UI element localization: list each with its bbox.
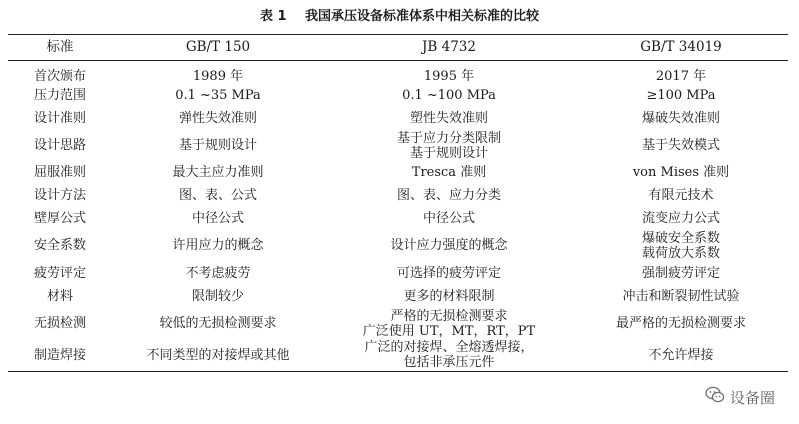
table-cell: 中径公式 bbox=[191, 211, 244, 227]
table-cell: 流变应力公式 bbox=[641, 211, 720, 227]
table-row bbox=[8, 308, 788, 340]
table-cell: 图、表、应力分类 bbox=[396, 188, 501, 204]
table-cell: 限制较少 bbox=[191, 288, 244, 304]
row-label: 壁厚公式 bbox=[33, 211, 86, 227]
table-title: 我国承压设备标准体系中相关标准的比较 bbox=[305, 9, 540, 24]
header-cell: JB 4732 bbox=[422, 39, 476, 55]
header-cell: GB/T 150 bbox=[185, 39, 251, 55]
row-label: 无损检测 bbox=[33, 316, 86, 332]
row-label: 材料 bbox=[46, 288, 73, 304]
table-header bbox=[8, 35, 788, 61]
table-cell: 1995 年 bbox=[423, 69, 475, 84]
comparison-table bbox=[8, 34, 788, 372]
table-cell: 爆破安全系数 载荷放大系数 bbox=[641, 230, 720, 261]
header-cell: 标准 bbox=[46, 39, 74, 55]
table-cell: 许用应力的概念 bbox=[172, 238, 264, 254]
table-row bbox=[8, 84, 788, 107]
table-row bbox=[8, 184, 788, 207]
table-cell: 较低的无损检测要求 bbox=[159, 316, 277, 332]
table-row bbox=[8, 162, 788, 185]
watermark-text: 设备圈 bbox=[729, 388, 775, 407]
header-row bbox=[8, 35, 788, 61]
table-row bbox=[8, 207, 788, 230]
table-row bbox=[8, 107, 788, 130]
wechat-icon bbox=[705, 386, 730, 408]
table-cell: 中径公式 bbox=[422, 211, 475, 227]
table-cell: 0.1 ~100 MPa bbox=[402, 87, 496, 103]
table-cell: 基于规则设计 bbox=[178, 138, 257, 154]
table-cell: 1989 年 bbox=[192, 69, 244, 84]
table-cell: von Mises 准则 bbox=[632, 165, 730, 181]
row-label: 安全系数 bbox=[33, 238, 86, 254]
table-cell: 强制疲劳评定 bbox=[641, 265, 720, 281]
row-label: 设计思路 bbox=[33, 138, 86, 154]
table-cell: 基于应力分类限制 基于规则设计 bbox=[396, 130, 501, 161]
table-cell: 最严格的无损检测要求 bbox=[615, 316, 746, 332]
table-row bbox=[8, 340, 788, 372]
table-row bbox=[8, 285, 788, 308]
row-label: 压力范围 bbox=[33, 87, 86, 103]
row-label: 首次颁布 bbox=[33, 69, 86, 84]
table-cell: 弹性失效准则 bbox=[178, 110, 257, 126]
table-cell: 基于失效模式 bbox=[641, 138, 720, 154]
table-cell: 不同类型的对接焊或其他 bbox=[146, 347, 290, 363]
table-row bbox=[8, 130, 788, 162]
row-label: 疲劳评定 bbox=[33, 265, 86, 281]
table-cell: 2017 年 bbox=[655, 69, 707, 84]
table-cell: 有限元技术 bbox=[648, 188, 714, 204]
table-row bbox=[8, 61, 788, 85]
table-cell: 设计应力强度的概念 bbox=[390, 238, 508, 254]
table-cell: 0.1 ~35 MPa bbox=[175, 87, 261, 103]
table-caption bbox=[0, 5, 799, 24]
header-cell: GB/T 34019 bbox=[640, 39, 722, 55]
table-cell: 不允许焊接 bbox=[648, 347, 714, 363]
table-cell: 冲击和断裂韧性试验 bbox=[622, 288, 740, 304]
row-label: 设计准则 bbox=[33, 110, 86, 126]
row-label: 屈服准则 bbox=[33, 165, 86, 181]
table-body bbox=[8, 61, 788, 372]
table-cell: 爆破失效准则 bbox=[641, 110, 720, 126]
row-label: 设计方法 bbox=[33, 188, 86, 204]
table-cell: 塑性失效准则 bbox=[409, 110, 488, 126]
table-row bbox=[8, 262, 788, 285]
table-cell: 广泛的对接焊、全熔透焊接， 包括非承压元件 bbox=[364, 340, 534, 371]
table-cell: ≥100 MPa bbox=[646, 87, 716, 103]
table-cell: 不考虑疲劳 bbox=[185, 265, 251, 281]
table-cell: 图、表、公式 bbox=[178, 188, 257, 204]
row-label: 制造焊接 bbox=[33, 347, 86, 363]
table-cell: 更多的材料限制 bbox=[403, 288, 495, 304]
table-cell: Tresca 准则 bbox=[411, 165, 487, 181]
table-number: 表 1 bbox=[259, 9, 287, 24]
table-cell: 严格的无损检测要求 广泛使用 UT，MT，RT，PT bbox=[362, 308, 536, 339]
watermark bbox=[705, 386, 775, 408]
table-cell: 最大主应力准则 bbox=[172, 165, 264, 181]
table-row bbox=[8, 230, 788, 262]
table-cell: 可选择的疲劳评定 bbox=[396, 265, 501, 281]
